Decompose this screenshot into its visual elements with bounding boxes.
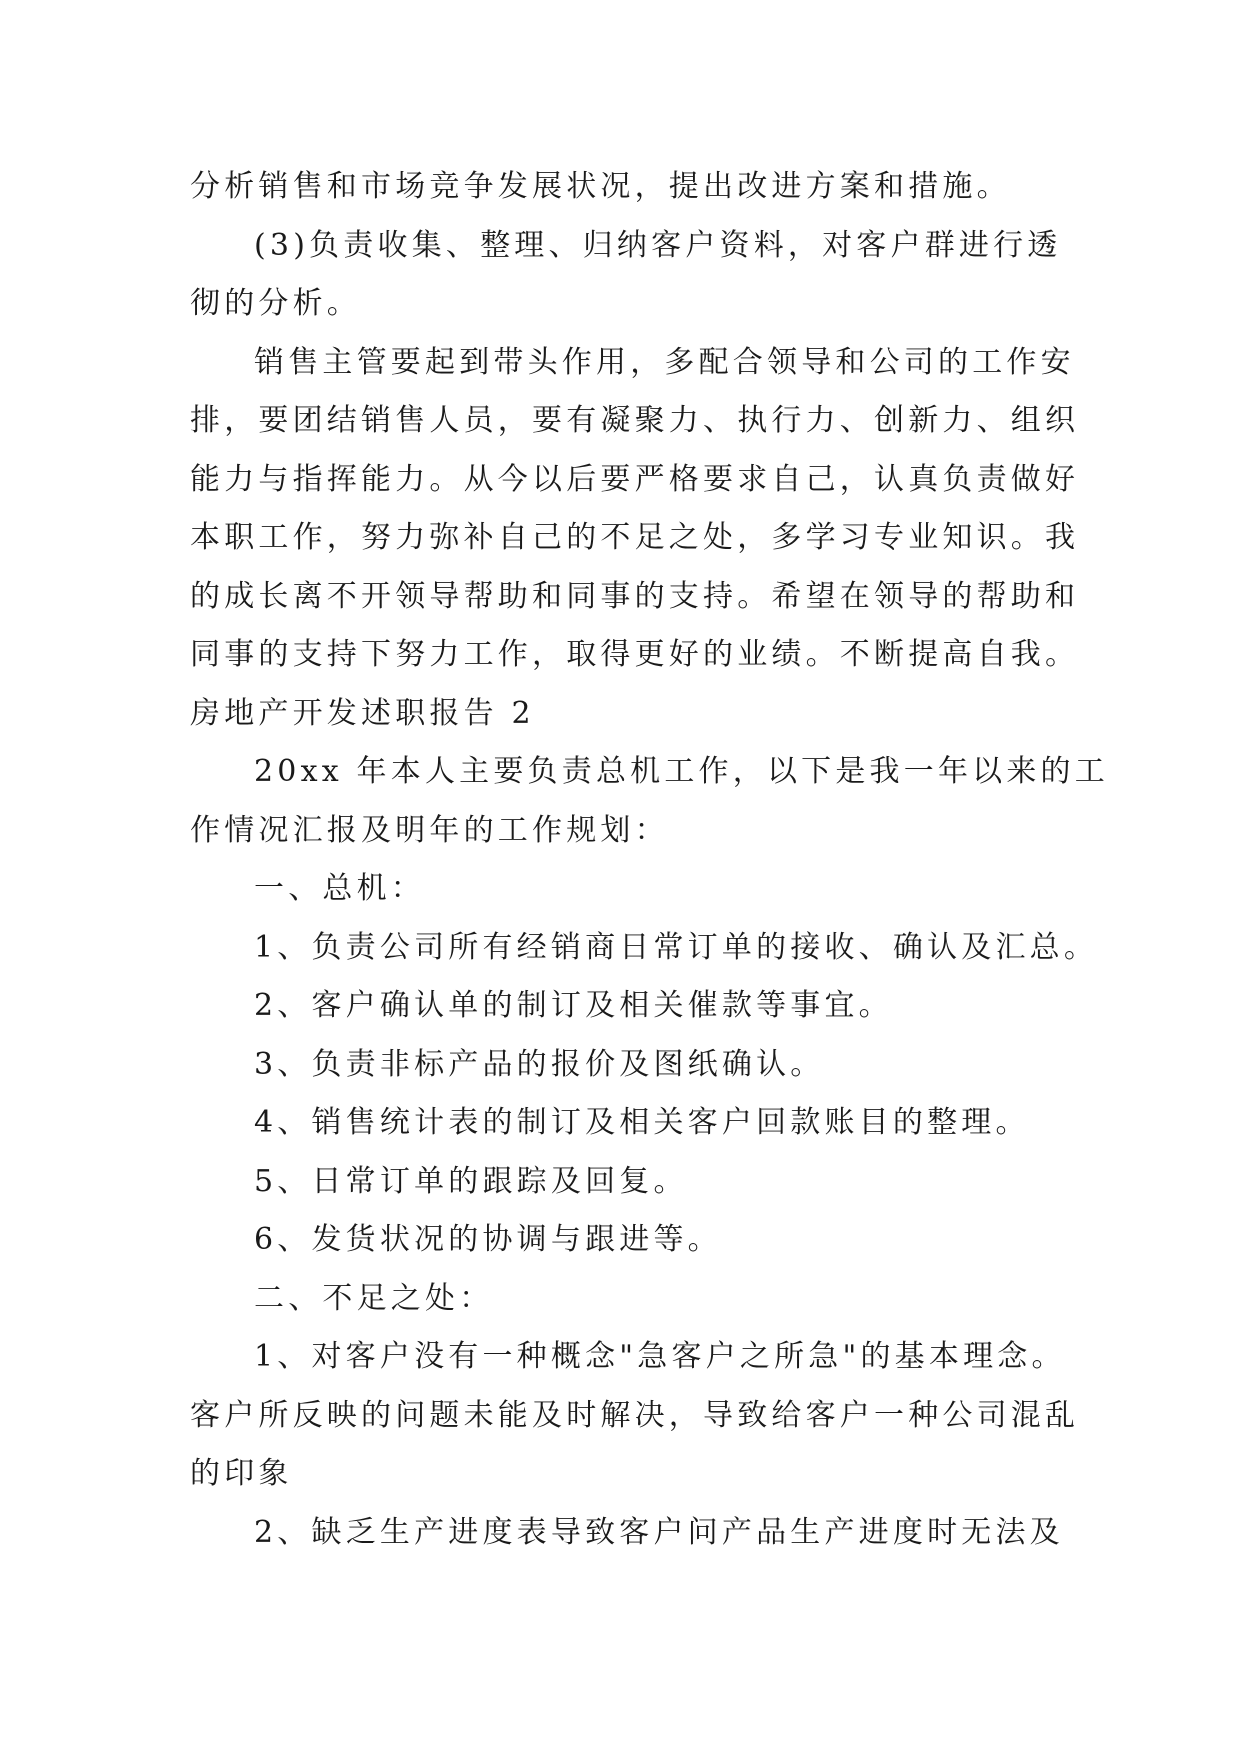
text-line: 能力与指挥能力。从今以后要严格要求自己，认真负责做好 (190, 461, 1080, 497)
subsection-heading: 二、不足之处： (254, 1280, 494, 1316)
document-body (190, 158, 1109, 1562)
list-item: 2、客户确认单的制订及相关催款等事宜。 (254, 988, 893, 1023)
text-line: 同事的支持下努力工作，取得更好的业绩。不断提高自我。 (190, 637, 1080, 672)
list-item: 2、缺乏生产进度表导致客户问产品生产进度时无法及 (254, 1514, 1064, 1550)
list-item: 6、发货状况的协调与跟进等。 (254, 1222, 722, 1257)
text-line: 客户所反映的问题未能及时解决，导致给客户一种公司混乱 (190, 1397, 1080, 1433)
text-line: 排，要团结销售人员，要有凝聚力、执行力、创新力、组织 (190, 403, 1080, 438)
text-line: 作情况汇报及明年的工作规划： (190, 812, 669, 848)
section-heading: 房地产开发述职报告 2 (190, 695, 535, 731)
list-item: 1、对客户没有一种概念"急客户之所急"的基本理念。 (254, 1339, 1066, 1374)
text-line: (3)负责收集、整理、归纳客户资料，对客户群进行透 (254, 227, 1062, 263)
text-line: 销售主管要起到带头作用，多配合领导和公司的工作安 (254, 344, 1075, 380)
list-item: 1、负责公司所有经销商日常订单的接收、确认及汇总。 (254, 929, 1099, 965)
list-item: 5、日常订单的跟踪及回复。 (254, 1163, 688, 1199)
text-line: 本职工作，努力弥补自己的不足之处，多学习专业知识。我 (190, 520, 1080, 555)
text-line: 20xx 年本人主要负责总机工作，以下是我一年以来的工 (254, 754, 1109, 789)
text-line: 彻的分析。 (190, 286, 361, 321)
text-line: 分析销售和市场竞争发展状况，提出改进方案和措施。 (190, 169, 1011, 204)
list-item: 4、销售统计表的制订及相关客户回款账目的整理。 (254, 1105, 1030, 1140)
subsection-heading: 一、总机： (254, 871, 425, 906)
text-line: 的印象 (190, 1456, 293, 1491)
list-item: 3、负责非标产品的报价及图纸确认。 (254, 1046, 825, 1082)
text-line: 的成长离不开领导帮助和同事的支持。希望在领导的帮助和 (190, 578, 1080, 614)
